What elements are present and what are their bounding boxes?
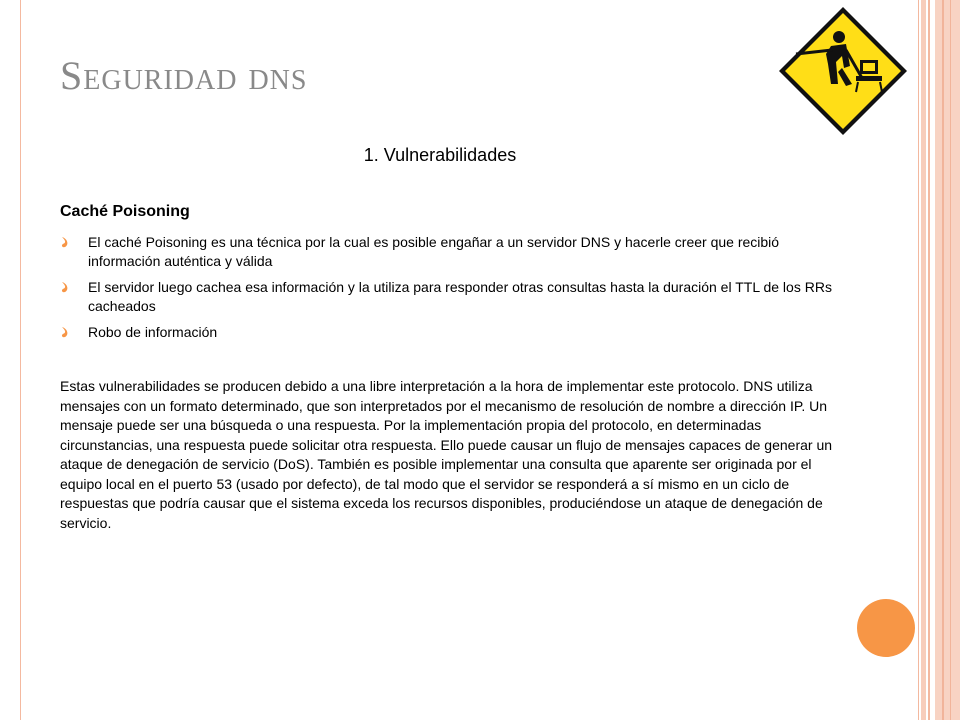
orange-circle-decoration — [857, 599, 915, 657]
bullet-text: El caché Poisoning es una técnica por la cual es posible engañar a un servidor DNS y hacerle creer que recibió información auténtica y válida — [88, 234, 780, 269]
subtitle: 1. Vulnerabilidades — [363, 145, 517, 165]
list-item — [60, 233, 835, 271]
orange-bullet-icon — [60, 326, 70, 338]
list-item — [60, 323, 835, 342]
bullet-text: El servidor luego cachea esa información y la utiliza para responder otras consultas hasta la duración el TTL de los RRs cacheados — [88, 279, 832, 314]
bullet-text: Robo de información — [88, 324, 218, 340]
orange-bullet-icon — [60, 236, 70, 248]
section-heading: Caché Poisoning — [60, 203, 190, 220]
right-stripe — [928, 0, 930, 720]
slide-title: Seguridad dns — [60, 53, 308, 98]
under-construction-warning-sign-icon — [776, 4, 910, 138]
left-border-line — [20, 0, 21, 720]
body-paragraph: Estas vulnerabilidades se producen debido a una libre interpretación a la hora de implementar este protocolo. DNS utiliza mensajes con un formato determinado, que son interpretados por el mecanismo de resolución de nombre a dirección IP. Un mensaje puede ser una búsqueda o una respuesta. Por la implementación propia del protocolo, en determinadas circunstancias, una respuesta puede solicitar otra respuesta. Ello puede causar un flujo de mensajes capaces de generar un ataque de denegación de servicio (DoS). También es posible implementar una consulta que aparente ser originada por el equipo local en el puerto 53 (usado por defecto), de tal modo que el servidor se responderá a sí mismo en un ciclo de respuestas que podría causar que el sistema exceda los recursos disponibles, produciéndose un ataque de denegación de servicio. — [60, 378, 833, 531]
right-stripe — [950, 0, 951, 720]
orange-bullet-icon — [60, 281, 70, 293]
right-stripe — [935, 0, 960, 720]
right-stripe — [918, 0, 919, 720]
list-item — [60, 278, 835, 316]
bullet-list — [60, 233, 835, 349]
right-stripe — [921, 0, 926, 720]
right-stripe — [942, 0, 944, 720]
